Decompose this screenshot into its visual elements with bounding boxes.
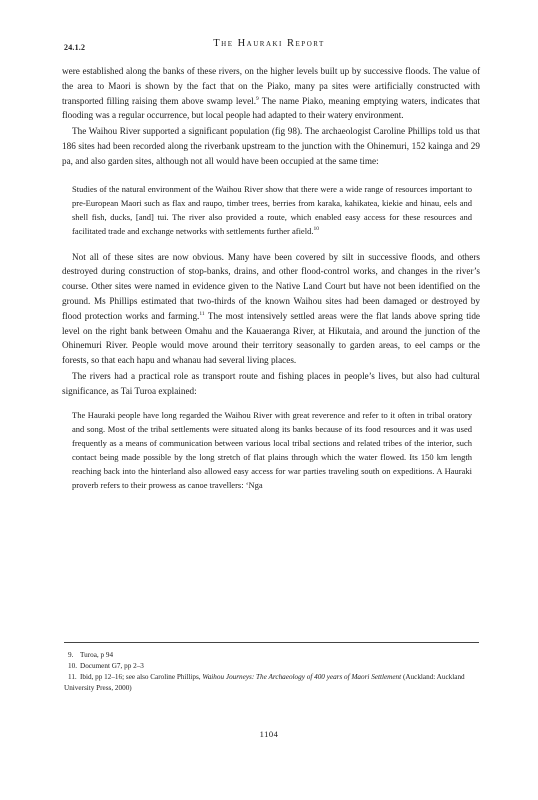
block-quote-2 [72,408,472,492]
paragraph-4 [62,369,480,399]
section-number: 24.1.2 [64,43,86,52]
footnote-11-number: 11. [68,673,77,681]
paragraph-2 [62,124,480,168]
footnote-9 [64,650,480,661]
footnotes [64,650,480,694]
footnote-10-number: 10. [68,662,77,670]
block-quote-1-text: Studies of the natural environment of the Waihou River show that there were a wide range of resources important to pre-European Maori such as flax and raupo, timber trees, berries from karaka, kahikatea, kiekie and hinau, eels and shell fish, ducks, [and] tui. The river also provided a route, which enabled easy access for these resources and facilitated trade and exchange networks with settlements further afield. [72,183,472,236]
running-title: The Hauraki Report [213,38,325,49]
footnote-11 [64,672,480,694]
footnote-divider [64,642,479,643]
block-quote-1 [72,182,472,238]
footnote-11-text-pre: Ibid, pp 12–16; see also Caroline Phillips, [80,673,203,681]
paragraph-3-text-a: Not all of these sites are now obvious. Many have been covered by silt in successive floods, and others destroyed during construction of stop-banks, drains, and other flood-control works, and changes in the river’s course. Other sites were named in evidence given to the Native Land Court but have not been identified on the ground. Ms Phillips estimated that two-thirds of the known Waihou sites had been damaged or destroyed by flood protection works and farming. [62,251,480,321]
footnote-9-number: 9. [68,651,74,659]
footnote-10-text: Document G7, pp 2–3 [80,662,144,670]
footnote-11-book-title: Waihou Journeys: The Archaeology of 400 years of Maori Settlement [202,673,402,681]
page-number: 1104 [259,729,279,739]
paragraph-1 [62,64,480,123]
block-quote-2-text: The Hauraki people have long regarded the Waihou River with great reverence and refer to it often in tribal oratory and song. Most of the tribal settlements were situated along its banks because of its food resources and it was used frequently as a means of communication between various local tribal sections and related tribes of the interior, such contact being made possible by the long stretch of flat plains through which the water flowed. Its 150 km length reaching back into the hinterland also allowed easy access for war parties traveling south on expeditions. A Hauraki proverb refers to their prowess as canoe travellers: ‘Nga [72,409,472,490]
footnote-9-text: Turoa, p 94 [80,651,114,659]
paragraph-1-text-b: The name Piako, meaning emptying waters, indicates that flooding was a regular occurrence, but local people had adapted to their watery environment. [62,95,480,121]
paragraph-3-text-b: The most intensively settled areas were the flat lands above spring tide level on the right bank between Omahu and the Kauaeranga River, at Hikutaia, and around the junction of the Ohinemuri River. People would move around their territory seasonally to garden areas, to eel camps or the forests, so that each hapu and whanau had several living places. [62,310,481,366]
body-text [62,64,480,504]
footnote-ref-11: 11 [199,310,205,317]
paragraph-4-text: The rivers had a practical role as transport route and fishing places in people’s lives, but also had cultural significance, as Tai Turoa explained: [62,370,480,396]
footnote-ref-9: 9 [256,95,259,102]
paragraph-1-text-a: were established along the banks of these rivers, on the higher levels built up by successive floods. The value of the area to Maori is shown by the fact that on the Piako, many pa sites were artificially constructed with transported filling raising them above swamp level. [62,66,480,106]
footnote-11-text-post: (Auckland: Auckland University Press, 2000) [64,673,465,692]
footnote-ref-10: 10 [313,225,319,232]
footnote-10 [64,661,480,672]
paragraph-3 [62,250,480,368]
paragraph-2-text: The Waihou River supported a significant population (fig 98). The archaeologist Caroline Phillips told us that 186 sites had been recorded along the riverbank upstream to the junction with the Ohinemuri, 152 kainga and 29 pa, and also garden sites, although not all would have been occupied at the same time: [62,126,480,166]
